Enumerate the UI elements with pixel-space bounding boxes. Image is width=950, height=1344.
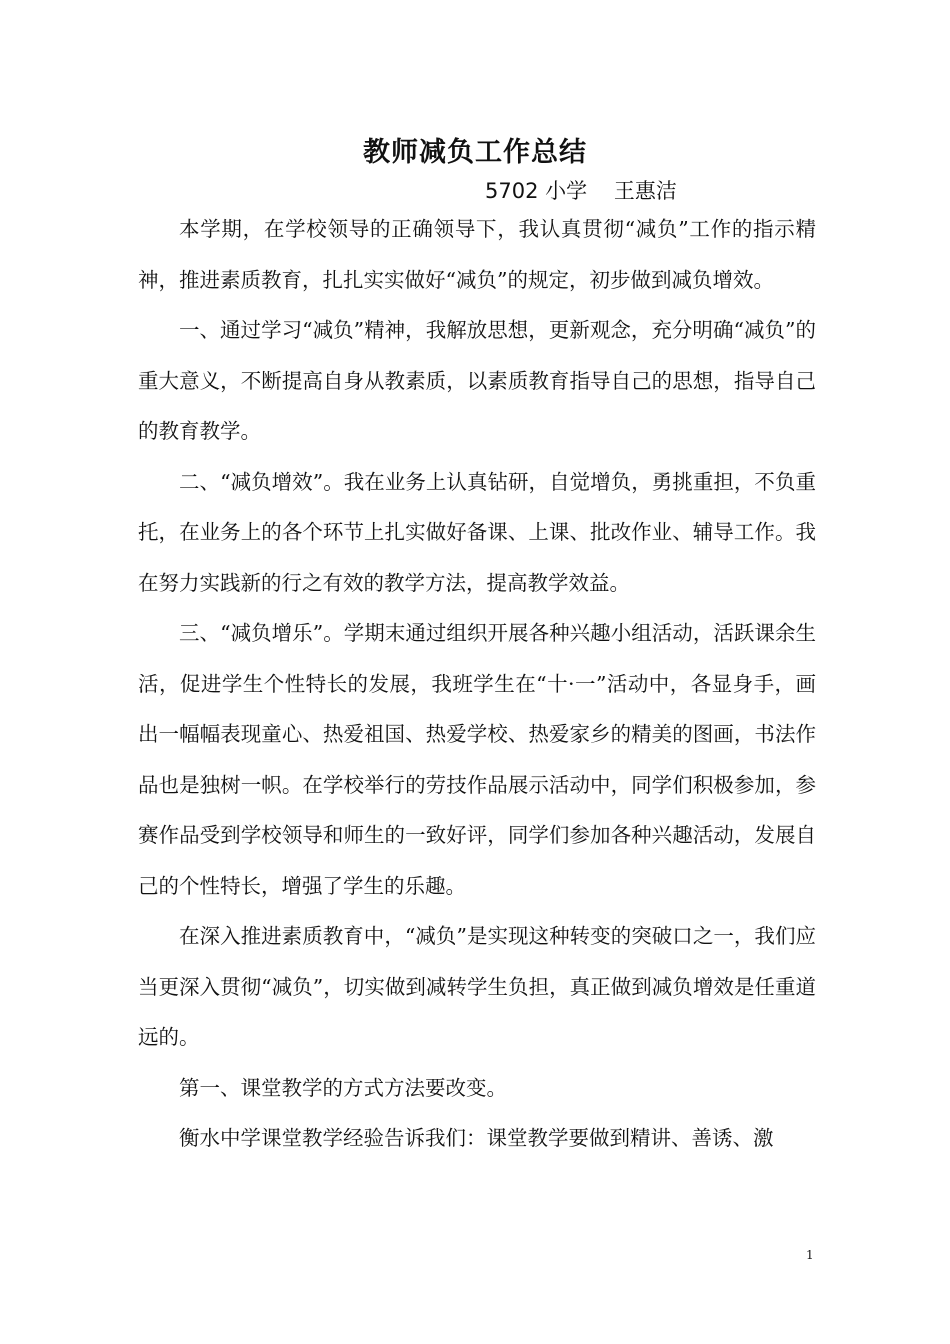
document-body: [138, 204, 816, 1164]
document-title: 教师减负工作总结: [363, 137, 587, 168]
paragraph: 第一、课堂教学的方式方法要改变。: [179, 1075, 507, 1100]
page-number: 1: [806, 1248, 814, 1262]
paragraph: 本学期，在学校领导的正确领导下，我认真贯彻“减负”工作的指示精神，推进素质教育，扎扎实实做好“减负”的规定，初步做到减负增效。: [138, 217, 816, 292]
paragraph: 一、通过学习“减负”精神，我解放思想，更新观念，充分明确“减负”的重大意义，不断提高自身从教素质，以素质教育指导自己的思想，指导自己的教育教学。: [138, 318, 816, 443]
paragraph: 衡水中学课堂教学经验告诉我们：课堂教学要做到精讲、善诱、激: [179, 1126, 774, 1150]
paragraph: 在深入推进素质教育中，“减负”是实现这种转变的突破口之一，我们应当更深入贯彻“减负”，切实做到减转学生负担，真正做到减负增效是任重道远的。: [138, 924, 816, 1049]
author-byline: 5702 小学 王惠洁: [485, 179, 677, 203]
paragraph: 二、“减负增效”。我在业务上认真钻研，自觉增负，勇挑重担，不负重托，在业务上的各个环节上扎实做好备课、上课、批改作业、辅导工作。我在努力实践新的行之有效的教学方法，提高教学效益。: [138, 469, 816, 595]
paragraph: 三、“减负增乐”。学期末通过组织开展各种兴趣小组活动，活跃课余生活，促进学生个性特长的发展，我班学生在“十·一”活动中，各显身手，画出一幅幅表现童心、热爱祖国、热爱学校、热爱家乡的精美的图画，书法作品也是独树一帜。在学校举行的劳技作品展示活动中，同学们积极参加，参赛作品受到学校领导和师生的一致好评，同学们参加各种兴趣活动，发展自己的个性特长，增强了学生的乐趣。: [138, 621, 816, 898]
